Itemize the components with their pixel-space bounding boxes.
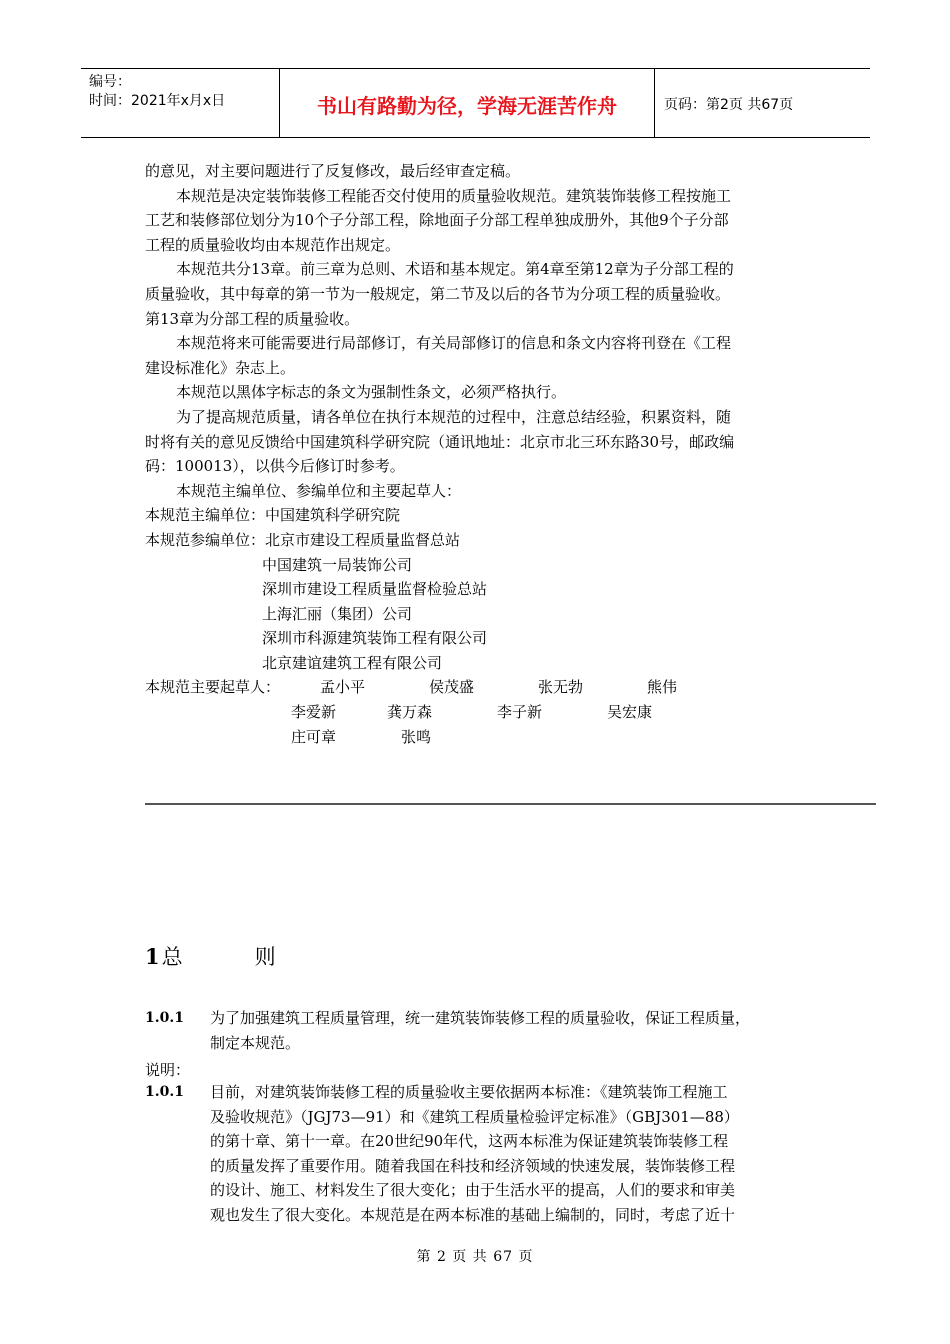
- preface-body: [145, 159, 815, 749]
- header-meta: [81, 69, 280, 137]
- clause-text: [210, 1080, 820, 1228]
- header-motto: 书山有路勤为径，学海无涯苦作舟: [280, 69, 655, 137]
- clause-line: 制定本规范。: [210, 1033, 301, 1052]
- paragraph: 本规范是决定装饰装修工程能否交付使用的质量验收规范。建筑装饰装修工程按施工: [176, 186, 732, 205]
- paragraph: 本规范以黑体字标志的条文为强制性条文，必须严格执行。: [176, 383, 567, 402]
- page-header: [81, 68, 870, 138]
- clause-line: 的设计、施工、材料发生了很大变化；由于生活水平的提高，人们的要求和审美: [210, 1181, 736, 1200]
- document-number-label: 编号：: [89, 74, 131, 90]
- clause-line: 观也发生了很大变化。本规范是在两本标准的基础上编制的，同时，考虑了近十: [210, 1205, 736, 1224]
- drafter-name: 李子新: [497, 703, 543, 722]
- paragraph-line: 第13章为分部工程的质量验收。: [145, 309, 360, 328]
- drafter-name: 吴宏康: [607, 703, 653, 722]
- chapter-heading: [145, 941, 276, 971]
- drafters-label: 本规范主要起草人：: [145, 678, 281, 697]
- explanation-label: 说明：: [145, 1061, 191, 1079]
- paragraph: 本规范共分13章。前三章为总则、术语和基本规定。第4章至第12章为子分部工程的: [176, 260, 734, 279]
- paragraph-line: 码：100013），以供今后修订时参考。: [145, 457, 405, 476]
- drafter-name: 龚万森: [387, 703, 433, 722]
- paragraph-line: 质量验收，其中每章的第一节为一般规定，第二节及以后的各节为分项工程的质量验收。: [145, 284, 731, 303]
- drafter-name: 张无勃: [538, 678, 584, 697]
- clause-number: 1.0.1: [145, 1010, 184, 1026]
- clause-line: 为了加强建筑工程质量管理，统一建筑装饰装修工程的质量验收，保证工程质量，: [210, 1009, 751, 1027]
- chapter-number: 1: [145, 944, 160, 969]
- paragraph-line: 工程的质量验收均由本规范作出规定。: [145, 235, 401, 254]
- clause-line: 的质量发挥了重要作用。随着我国在科技和经济领域的快速发展，装饰装修工程: [210, 1156, 736, 1175]
- co-editor-unit: 深圳市建设工程质量监督检验总站: [262, 580, 488, 599]
- co-editor-units-label: 本规范参编单位：北京市建设工程质量监督总站: [145, 530, 461, 549]
- section-divider: [145, 803, 876, 805]
- drafters-row: [145, 700, 815, 725]
- paragraph: 为了提高规范质量，请各单位在执行本规范的过程中，注意总结经验，积累资料，随: [176, 407, 732, 426]
- paragraph: 本规范将来可能需要进行局部修订，有关局部修订的信息和条文内容将刊登在《工程: [176, 334, 732, 353]
- document-date: 时间：2021年x月x日: [89, 93, 226, 109]
- co-editor-unit: 深圳市科源建筑装饰工程有限公司: [262, 629, 488, 648]
- chapter-title-char: 总: [161, 945, 183, 969]
- clause-text: [210, 1006, 820, 1055]
- paragraph-line: 建设标准化》杂志上。: [145, 358, 296, 377]
- clause-line: 目前，对建筑装饰装修工程的质量验收主要依据两本标准：《建筑装饰工程施工: [210, 1083, 728, 1101]
- clause-line: 及验收规范》（JGJ73—91）和《建筑工程质量检验评定标准》（GBJ301—88）: [210, 1107, 739, 1126]
- drafter-name: 孟小平: [320, 678, 366, 697]
- clause-line: 的第十章、第十一章。在20世纪90年代，这两本标准为保证建筑装饰装修工程: [210, 1132, 729, 1151]
- paragraph: 本规范主编单位、参编单位和主要起草人：: [176, 481, 462, 500]
- page-footer: 第 2 页 共 67 页: [416, 1249, 534, 1265]
- clause-number: 1.0.1: [145, 1084, 184, 1100]
- co-editor-unit: 中国建筑一局装饰公司: [262, 555, 413, 574]
- paragraph: 的意见，对主要问题进行了反复修改，最后经审查定稿。: [145, 162, 521, 180]
- co-editor-unit: 北京建谊建筑工程有限公司: [262, 653, 443, 672]
- drafters-row: [145, 675, 815, 700]
- drafter-name: 侯茂盛: [429, 678, 475, 697]
- chief-editor-unit: 本规范主编单位：中国建筑科学研究院: [145, 506, 401, 525]
- drafter-name: 李爱新: [291, 703, 337, 722]
- drafter-name: 张鸣: [401, 727, 432, 746]
- drafter-name: 庄可章: [291, 727, 337, 746]
- chapter-title-char: 则: [254, 945, 276, 969]
- drafters-row: [145, 725, 815, 750]
- header-page-info: 页码：第2页 共67页: [664, 97, 794, 113]
- drafter-name: 熊伟: [647, 678, 678, 697]
- paragraph-line: 时将有关的意见反馈给中国建筑科学研究院（通讯地址：北京市北三环东路30号，邮政编: [145, 432, 735, 451]
- paragraph-line: 工艺和装修部位划分为10个子分部工程，除地面子分部工程单独成册外，其他9个子分部: [145, 211, 729, 230]
- co-editor-unit: 上海汇丽（集团）公司: [262, 604, 413, 623]
